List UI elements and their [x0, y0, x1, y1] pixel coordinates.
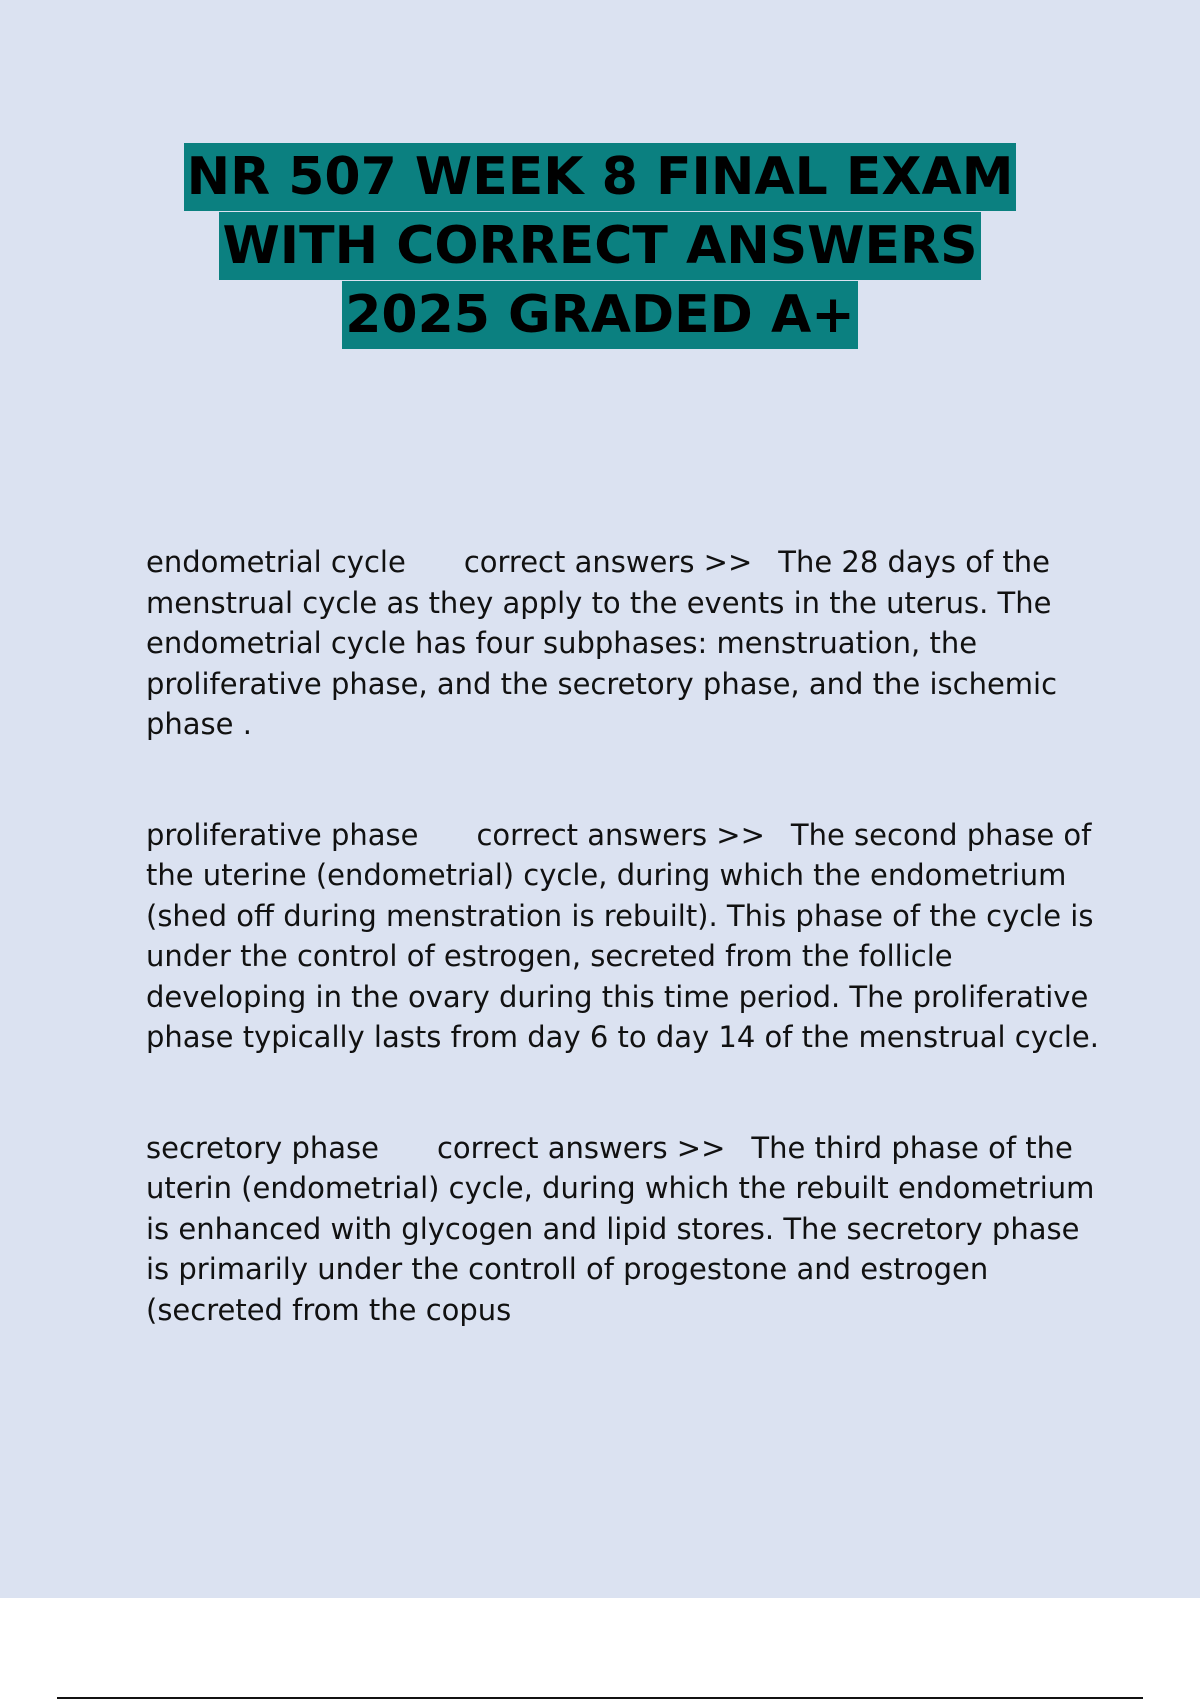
qa-entry-secretory-phase [146, 1128, 1106, 1331]
entry-marker: correct answers >> [463, 545, 753, 579]
qa-entry-endometrial-cycle [146, 542, 1106, 745]
entry-term: endometrial cycle [146, 545, 406, 579]
entry-definition: The third phase of the uterin (endometrial) cycle, during which the rebuilt endometrium is enhanced with glycogen and lipid stores. The secretory phase is primarily under the controll of progestone and estrogen (secreted from the copus [146, 1130, 1095, 1327]
qa-entry-proliferative-phase [146, 815, 1106, 1058]
title-line-2: WITH CORRECT ANSWERS [219, 212, 980, 280]
entry-definition: The second phase of the uterine (endometrial) cycle, during which the endometrium (shed off during menstration is rebuilt). This phase of the cycle is under the control of estrogen, secreted from the follicle developing in the ovary during this time period. The proliferative phase typically lasts from day 6 to day 14 of the menstrual cycle. [146, 817, 1099, 1054]
entry-definition: The 28 days of the menstrual cycle as they apply to the events in the uterus. The endometrial cycle has four subphases: menstruation, the proliferative phase, and the secretory phase, and the ischemic phase . [146, 545, 1058, 741]
title-line-1: NR 507 WEEK 8 FINAL EXAM [184, 143, 1017, 211]
entry-term: proliferative phase [146, 817, 419, 852]
entry-marker: correct answers >> [476, 817, 765, 852]
title-line-3: 2025 GRADED A+ [342, 281, 858, 349]
qa-entries [146, 542, 1106, 1330]
entry-term: secretory phase [146, 1130, 379, 1165]
entry-marker: correct answers >> [436, 1130, 726, 1165]
document-title [0, 143, 1200, 350]
footer-divider [57, 1697, 1143, 1699]
